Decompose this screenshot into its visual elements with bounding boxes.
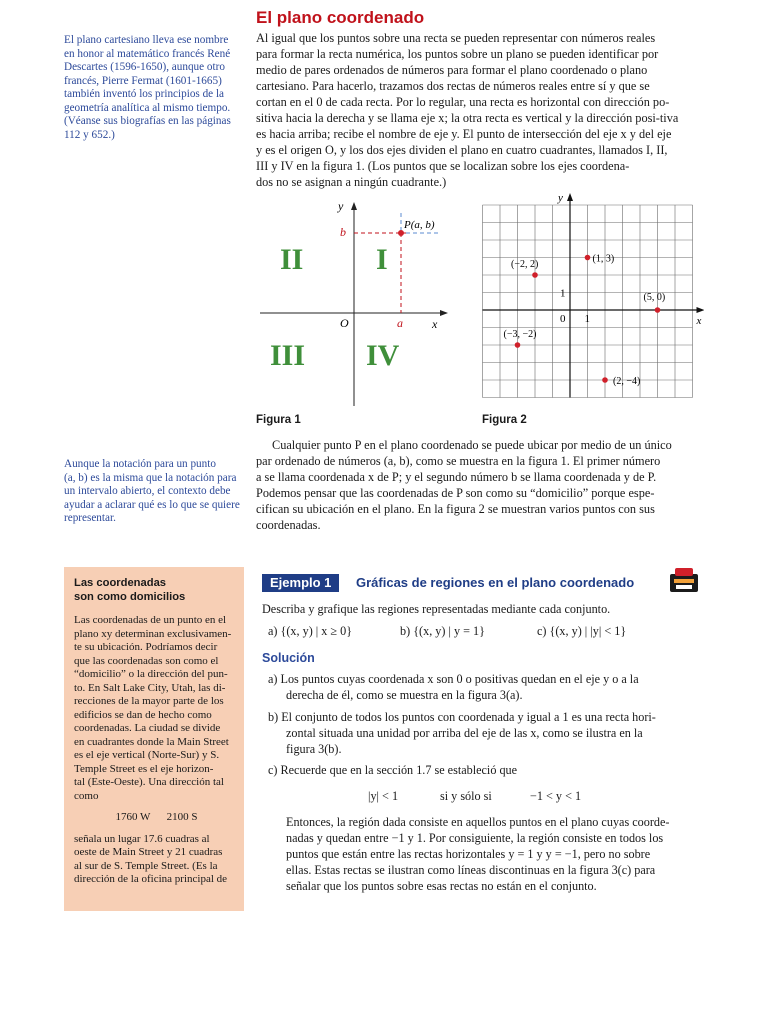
text-line: sitiva hacia la derecha y se llama eje x; la otra recta es vertical y la dirección posi-tiva — [256, 111, 679, 125]
box-line: plano xy determinan exclusivamen- — [74, 627, 232, 640]
text-line: a) Los puntos cuyas coordenada x son 0 o positivas quedan en el eje y o a la — [268, 672, 639, 686]
figure-1-caption: Figura 1 — [256, 414, 301, 426]
box-address: 1760 W 2100 S — [115, 811, 198, 823]
text-line: nadas y quedan entre −1 y 1. Por consiguiente, la región consiste en todos los — [286, 831, 664, 845]
example-title: Gráficas de regiones en el plano coordenado — [356, 575, 635, 590]
sidenote-line: representar. — [64, 512, 116, 524]
box-line: edificios se dan de hecho como — [74, 708, 212, 721]
point-label: (−3, −2) — [503, 329, 537, 340]
text-line: para formar la recta numérica, los puntos sobre un plano se pueden identificar por — [256, 47, 659, 61]
origin-label: 0 — [560, 313, 566, 325]
sidenote-line: El plano cartesiano lleva ese nombre — [64, 34, 229, 46]
figure-2 — [474, 192, 704, 406]
example-prompt: Describa y grafique las regiones representadas mediante cada conjunto. — [262, 602, 611, 616]
text-line: Al igual que los puntos sobre una recta se pueden representar con números reales — [256, 31, 656, 45]
inequality-right: −1 < y < 1 — [530, 789, 582, 803]
tick-label-y: 1 — [560, 287, 566, 300]
box-line: Las coordenadas de un punto en el — [74, 614, 227, 626]
sidenote-descartes — [64, 34, 254, 142]
sidenote-line: Aunque la notación para un punto — [64, 458, 216, 470]
text-line: par ordenado de números (a, b), como se muestra en la figura 1. El primer número — [256, 454, 661, 468]
quadrant-i: I — [376, 243, 388, 276]
solution-c: c) Recuerde que en la sección 1.7 se estableció que — [268, 763, 518, 777]
solution-b — [268, 709, 708, 757]
sidenote-line: (a, b) es la misma que la notación para — [64, 471, 237, 484]
box-line: coordenadas. La ciudad se divide — [74, 722, 221, 734]
box-line: to. En Salt Lake City, Utah, las di- — [74, 681, 226, 694]
quadrant-iii: III — [270, 339, 306, 372]
box-body — [74, 614, 239, 887]
text-line: es hacia arriba; recibe el nombre de eje y. El punto de intersección del eje x y del eje — [256, 127, 672, 141]
text-line: zontal situada una unidad por arriba del eje de las x, como se ilustra en la — [286, 726, 643, 740]
box-line: al sur de S. Temple Street. (Es la — [74, 859, 218, 872]
sidenote-line: ayudar a aclarar qué es lo que se quiere — [64, 498, 240, 511]
point-label: (−2, 2) — [511, 259, 539, 270]
data-point — [532, 272, 538, 278]
data-point — [655, 307, 661, 313]
box-line: te su ubicación. Podríamos decir — [74, 641, 218, 653]
text-line: coordenadas. — [256, 518, 321, 532]
point-label: (2, −4) — [613, 376, 641, 387]
box-line: “domicilio” o la dirección del pun- — [74, 668, 228, 680]
sidenote-notation — [64, 458, 254, 526]
figure-2-caption: Figura 2 — [482, 414, 527, 426]
box-line: dirección de la oficina principal de — [74, 873, 228, 885]
a-label: a — [397, 316, 403, 330]
box-line: es el eje vertical (Norte-Sur) y S. — [74, 749, 220, 761]
text-line: figura 3(b). — [286, 742, 342, 756]
box-title-line: son como domicilios — [74, 590, 186, 603]
set-c: c) {(x, y) | |y| < 1} — [537, 624, 627, 638]
quadrant-iv: IV — [366, 339, 400, 372]
point-label: (1, 3) — [592, 253, 615, 265]
data-point — [585, 255, 591, 261]
text-line: derecha de él, como se muestra en la figura 3(a). — [286, 688, 523, 702]
box-line: recciones de la mayor parte de los — [74, 695, 224, 707]
text-line: Podemos pensar que las coordenadas de P son como su “domicilio” porque espe- — [256, 486, 655, 500]
sidenote-line: 112 y 652.) — [64, 128, 115, 141]
text-line: Cualquier punto P en el plano coordenado se puede ubicar por medio de un único — [272, 438, 672, 452]
solution-a — [268, 671, 708, 703]
solution-c-conclusion — [286, 814, 706, 894]
sidenote-line: (Véanse sus biografías en las páginas — [64, 115, 231, 127]
text-line: III y IV en la figura 1. (Los puntos que se localizan sobre los ejes coordena- — [256, 159, 630, 173]
y-axis-label: y — [558, 192, 563, 204]
coordinates-paragraph — [256, 437, 704, 533]
text-line: dos no se asignan a ningún cuadrante.) — [256, 175, 447, 189]
point-p-label: P(a, b) — [404, 219, 435, 231]
origin-label: O — [340, 316, 349, 330]
x-axis-arrow — [440, 310, 448, 316]
x-axis-arrow — [697, 307, 705, 313]
text-line: puntos que están entre las rectas horizontales y = 1 y y = −1, pero no sobre — [286, 847, 651, 861]
x-axis-label: x — [696, 315, 702, 327]
quadrant-ii: II — [280, 243, 304, 276]
sidenote-line: también inventó los principios de la — [64, 88, 225, 100]
figure-1 — [256, 196, 452, 406]
page-title: El plano coordenado — [256, 8, 425, 27]
point-label: (5, 0) — [643, 292, 666, 303]
y-axis-label: y — [338, 199, 344, 213]
box-line: en cuadrantes donde la Main Street — [74, 735, 229, 748]
inequality-mid: si y sólo si — [440, 789, 492, 803]
set-b: b) {(x, y) | y = 1} — [400, 624, 485, 638]
text-line: b) El conjunto de todos los puntos con coordenada y igual a 1 es una recta hori- — [268, 710, 656, 724]
data-point — [602, 377, 608, 383]
text-line: Entonces, la región dada consiste en aquellos puntos en el plano cuyas coorde- — [286, 815, 670, 829]
box-line: señala un lugar 17.6 cuadras al — [74, 832, 210, 845]
solution-heading: Solución — [262, 651, 315, 665]
coordinates-address-box — [64, 567, 244, 911]
box-line: oeste de Main Street y 21 cuadras — [74, 846, 223, 858]
tick-label-x: 1 — [584, 313, 590, 325]
box-line: Temple Street es el eje horizon- — [74, 762, 214, 775]
y-axis-arrow — [351, 202, 357, 210]
b-label: b — [340, 225, 346, 239]
sidenote-line: francés, Pierre Fermat (1601-1665) — [64, 74, 222, 87]
inequality-left: |y| < 1 — [368, 789, 399, 803]
box-title-line: Las coordenadas — [74, 577, 167, 589]
sidenote-line: geometría analítica al mismo tiempo. — [64, 101, 231, 114]
example-badge: Ejemplo 1 — [262, 574, 339, 592]
y-axis-arrow — [567, 193, 573, 201]
text-line: señalar que los puntos sobre esas rectas no están en el conjunto. — [286, 879, 597, 893]
box-line: como — [74, 789, 99, 802]
text-line: y es el origen O, y los dos ejes dividen el plano en cuatro cuadrantes, llamados I, II, — [256, 143, 668, 157]
set-a: a) {(x, y) | x ≥ 0} — [268, 624, 353, 638]
sidenote-line: un intervalo abierto, el contexto debe — [64, 485, 231, 497]
text-line: cartesiano. Para hacerlo, trazamos dos rectas de números reales entre sí y que se — [256, 79, 650, 93]
text-line: cifican su ubicación en el plano. En la figura 2 se muestran varios puntos con sus — [256, 502, 655, 516]
box-line: que las coordenadas son como el — [74, 654, 219, 667]
box-line: tal (Este-Oeste). Una dirección tal — [74, 776, 224, 788]
x-axis-label: x — [432, 317, 438, 331]
text-line: medio de pares ordenados de números para formar el plano coordenado o plano — [256, 63, 648, 77]
data-point — [515, 342, 521, 348]
text-line: a se llama coordenada x de P; y el segundo número b se llama coordenada y de P. — [256, 470, 657, 484]
intro-paragraph — [256, 30, 704, 190]
box-title — [74, 577, 185, 604]
text-line: ellas. Estas rectas se ilustran como líneas discontinuas en la figura 3(c) para — [286, 863, 656, 877]
sidenote-line: en honor al matemático francés René — [64, 47, 231, 60]
sidenote-line: Descartes (1596-1650), aunque otro — [64, 61, 225, 73]
calculator-icon — [668, 564, 700, 594]
text-line: cortan en el 0 de cada recta. Por lo regular, una recta es horizontal con dirección po- — [256, 95, 670, 109]
